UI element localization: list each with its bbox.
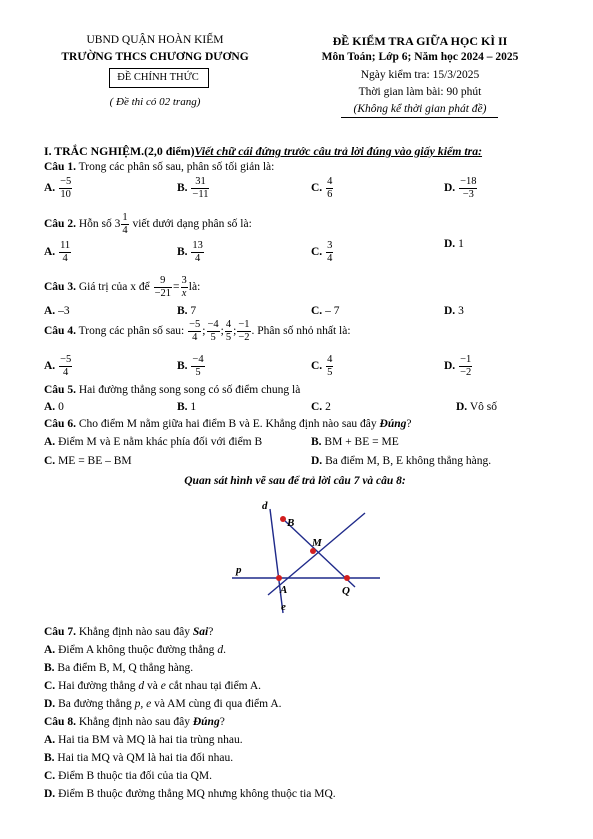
section-title: I. TRẮC NGHIỆM.(2,0 điểm) (44, 144, 195, 158)
numerator: 4 (225, 319, 232, 330)
question-text: Giá trị của x để (78, 281, 150, 294)
option-letter: B. (44, 752, 55, 764)
option-letter: C. (44, 770, 56, 782)
numerator: 4 (327, 354, 333, 365)
question-8 (44, 716, 225, 728)
q8-option-b[interactable] (44, 752, 233, 764)
question-7 (44, 626, 213, 638)
separator: ; (202, 325, 206, 338)
option-letter: D. (444, 238, 456, 250)
denominator: −3 (462, 189, 474, 200)
denominator: x (181, 288, 187, 299)
option-letter: C. (311, 305, 323, 317)
question-label: Câu 3. (44, 281, 76, 294)
option-letter: C. (44, 680, 56, 692)
option-letter: A. (44, 734, 56, 746)
option-var: d (217, 644, 224, 656)
official-label: ĐỀ CHÍNH THỨC (117, 72, 199, 83)
exam-title: ĐỀ KIỂM TRA GIỮA HỌC KÌ II (332, 34, 508, 48)
option-letter: D. (444, 305, 456, 317)
option-mid: và (147, 680, 158, 692)
question-text: Khẳng định nào sau đây (78, 716, 190, 728)
numerator: 31 (191, 176, 209, 189)
option-value: Điểm B thuộc tia đối của tia QM. (58, 770, 213, 782)
option-value: Vô số (469, 401, 498, 413)
option-end: và AM cùng đi qua điểm A. (154, 698, 282, 710)
label-A: A (280, 584, 288, 596)
q7-option-a[interactable] (44, 644, 226, 656)
question-emphasis: Đúng (379, 418, 407, 430)
option-value: Hai tia MQ và QM là hai tia đối nhau. (57, 752, 234, 764)
option-letter: C. (311, 360, 323, 373)
option-var: p, e (134, 698, 152, 710)
option-letter: C. (311, 401, 323, 413)
numerator: 3 (327, 240, 333, 251)
question-text: Khẳng định nào sau đây (78, 626, 190, 638)
option-value: 2 (325, 401, 331, 413)
option-value: Ba điểm M, B, E không thẳng hàng. (325, 455, 492, 467)
option-value: 7 (190, 305, 197, 317)
option-end: . (223, 644, 226, 656)
separator: ; (233, 325, 237, 338)
label-M: M (312, 537, 322, 549)
option-letter: B. (177, 360, 188, 373)
page-count-note: ( Đề thi có 02 trang) (109, 96, 201, 108)
option-letter: A. (44, 644, 56, 656)
denominator: 4 (63, 367, 69, 378)
option-value: Điểm A không thuộc đường thẳng (58, 644, 215, 656)
question-label: Câu 7. (44, 626, 76, 638)
denominator: 6 (327, 189, 333, 200)
denominator: 4 (62, 253, 68, 264)
question-text: Hai đường thẳng song song có số điểm chung là (78, 384, 301, 396)
numerator: 1 (122, 212, 128, 223)
option-letter: A. (44, 360, 56, 373)
school-name: TRƯỜNG THCS CHƯƠNG DƯƠNG (61, 51, 249, 63)
numerator: 4 (327, 176, 333, 187)
option-letter: B. (177, 182, 188, 195)
option-letter: B. (44, 662, 55, 674)
question-text-end: . Phân số nhỏ nhất là: (251, 325, 351, 338)
option-value: 1 (458, 238, 464, 250)
option-letter: D. (456, 401, 468, 413)
line-d (270, 509, 283, 613)
equals-sign: = (173, 281, 180, 294)
option-letter: B. (177, 401, 188, 413)
option-letter: B. (177, 246, 188, 259)
option-var2: e (160, 680, 166, 692)
question-text: Hỗn số (78, 218, 112, 231)
option-letter: B. (311, 436, 322, 448)
point-Q (344, 575, 350, 581)
denominator: 5 (327, 367, 333, 378)
question-label: Câu 2. (44, 218, 76, 231)
denominator: 5 (195, 367, 201, 378)
option-value: ME = BE – BM (58, 455, 132, 467)
denominator: 4 (122, 225, 128, 236)
q8-option-d[interactable] (44, 788, 336, 800)
option-value: Ba đường thẳng (58, 698, 132, 710)
numerator: 13 (192, 240, 203, 251)
option-end: cắt nhau tại điểm A. (168, 680, 262, 692)
section-instruction: Viết chữ cái đứng trước câu trả lời đúng vào giấy kiểm tra: (194, 144, 483, 158)
q7-option-b[interactable] (44, 662, 193, 674)
denominator: 4 (195, 253, 201, 264)
option-letter: C. (44, 455, 56, 467)
question-emphasis: Đúng (192, 716, 220, 728)
question-label: Câu 1. (44, 161, 76, 173)
line-bq (283, 519, 355, 587)
option-letter: D. (44, 788, 56, 800)
option-letter: C. (311, 246, 323, 259)
denominator: 5 (210, 332, 216, 343)
option-value: Ba điểm B, M, Q thẳng hàng. (57, 662, 194, 674)
question-emphasis: Sai (192, 626, 209, 638)
option-letter: B. (177, 305, 188, 317)
point-B (280, 516, 286, 522)
option-letter: A. (44, 182, 56, 195)
q8-option-a[interactable] (44, 734, 243, 746)
option-letter: C. (311, 182, 323, 195)
exam-subject: Môn Toán; Lớp 6; Năm học 2024 – 2025 (321, 51, 519, 63)
option-letter: D. (311, 455, 323, 467)
option-value: – 7 (325, 305, 340, 317)
option-letter: D. (44, 698, 56, 710)
option-value: Điểm M và E nằm khác phía đối với điểm B (58, 436, 263, 448)
question-text: Cho điểm M nằm giữa hai điểm B và E. Khẳng định nào sau đây (78, 418, 377, 430)
option-value: Điểm B thuộc đường thẳng MQ nhưng không thuộc tia MQ. (58, 788, 336, 800)
label-B: B (287, 517, 295, 529)
option-value: Hai tia BM và MQ là hai tia trùng nhau. (58, 734, 243, 746)
point-A (276, 575, 282, 581)
question-label: Câu 6. (44, 418, 76, 430)
numerator: −4 (192, 354, 204, 365)
denominator: 4 (192, 332, 198, 343)
denominator: −11 (192, 189, 209, 200)
option-letter: A. (44, 436, 56, 448)
numerator: −4 (207, 319, 219, 330)
option-value: –3 (58, 305, 70, 317)
label-Q: Q (342, 585, 350, 597)
question-end: ? (406, 418, 412, 430)
numerator: −1 (460, 354, 472, 365)
denominator: −2 (238, 332, 250, 343)
denominator: −21 (154, 288, 172, 299)
option-value: 0 (58, 401, 64, 413)
option-letter: D. (444, 182, 456, 195)
exam-date: Ngày kiểm tra: 15/3/2025 (360, 69, 480, 81)
question-text: Trong các phân số sau, phân số tối giản là: (78, 161, 275, 173)
exam-duration-note: (Không kể thời gian phát đề) (353, 103, 487, 115)
denominator: 4 (327, 253, 333, 264)
denominator: 10 (60, 189, 71, 200)
question-text-end: viết dưới dạng phân số là: (132, 218, 252, 231)
option-value: Hai đường thẳng (58, 680, 136, 692)
numerator: −5 (189, 319, 201, 330)
question-label: Câu 5. (44, 384, 76, 396)
denominator: 5 (225, 332, 232, 343)
question-end: ? (208, 626, 214, 638)
exam-duration: Thời gian làm bài: 90 phút (358, 86, 482, 98)
label-d: d (262, 500, 268, 512)
option-letter: A. (44, 246, 56, 259)
question-label: Câu 4. (44, 325, 76, 338)
question-text: Trong các phân số sau: (78, 325, 185, 338)
option-value: 3 (458, 305, 464, 317)
agency-name: UBND QUẬN HOÀN KIẾM (86, 34, 224, 46)
option-var: d (138, 680, 145, 692)
question-text-end: là: (188, 281, 201, 294)
numerator: 9 (154, 275, 172, 288)
separator: ; (220, 325, 224, 338)
q7-option-c[interactable] (44, 680, 261, 692)
denominator: −2 (460, 367, 472, 378)
q8-option-c[interactable] (44, 770, 212, 782)
numerator: 11 (60, 240, 71, 251)
mixed-whole: 3 (114, 218, 121, 231)
q7-option-d[interactable] (44, 698, 282, 710)
numerator: −18 (460, 176, 477, 187)
numerator: −5 (60, 354, 72, 365)
numerator: −5 (60, 176, 72, 187)
numerator: −1 (238, 319, 250, 330)
option-letter: A. (44, 401, 56, 413)
question-end: ? (219, 716, 225, 728)
numerator: 3 (181, 275, 187, 286)
question-label: Câu 8. (44, 716, 76, 728)
option-value: 1 (190, 401, 197, 413)
figure-caption: Quan sát hình vẽ sau để trả lời câu 7 và câu 8: (184, 475, 406, 487)
option-value: BM + BE = ME (324, 436, 399, 448)
label-e: e (281, 601, 286, 613)
option-letter: A. (44, 305, 56, 317)
label-p: p (236, 564, 242, 576)
option-letter: D. (444, 360, 456, 373)
